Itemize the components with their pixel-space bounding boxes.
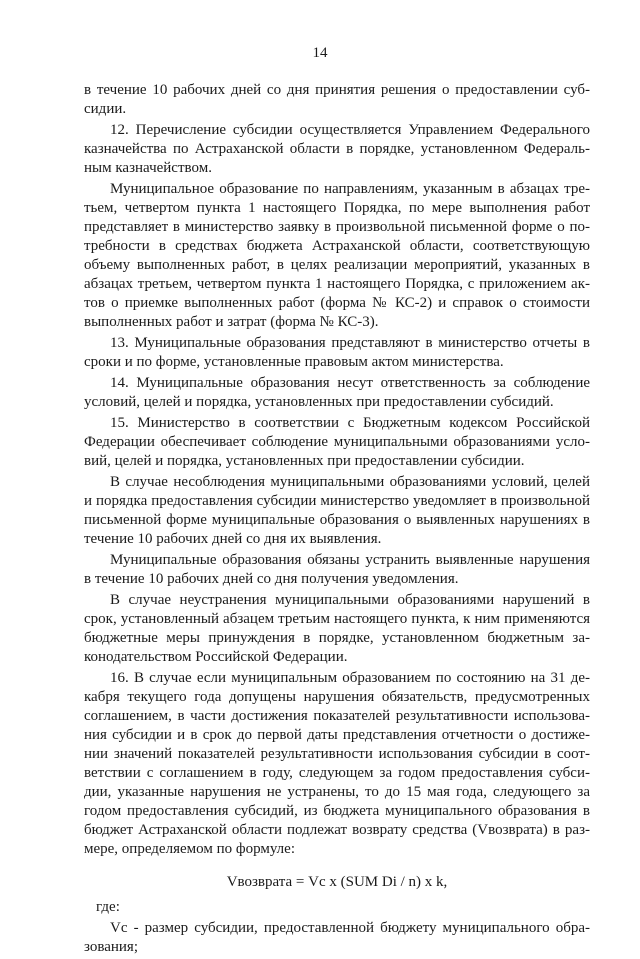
page-number: 14 <box>312 45 328 61</box>
paragraph-violation-notice: В случае несоблюдения муниципальными образованиями условий, целей и порядка предоставления субсидии министерство уведомляет в произвольной письменной форме муниципальные образования о выявленных нарушениях в течение 10 рабочих дней со дня их выявления. <box>84 474 590 547</box>
paragraph-obligation: Муниципальные образования обязаны устранить выявленные нарушения в течение 10 рабочих дней со дня получения уведомления. <box>84 552 590 587</box>
paragraph-14: 14. Муниципальные образования несут ответственность за соблюдение условий, целей и порядка, установленных при предоставлении субсидий. <box>84 375 590 410</box>
paragraph-enforcement: В случае неустранения муниципальными образованиями нарушений в срок, установленный абзацем третьим настоящего пункта, к ним применяются бюджетные меры принуждения в порядке, установленном бюджетным законодательством Российской Федерации. <box>84 592 590 665</box>
paragraph-continuation: в течение 10 рабочих дней со дня принятия решения о предоставлении субсидии. <box>84 82 590 117</box>
paragraph-15: 15. Министерство в соответствии с Бюджетным кодексом Российской Федерации обеспечивает соблюдение муниципальными образованиями условий, целей и порядка, установленных при предоставлении субсидии. <box>84 415 590 469</box>
paragraph-12: 12. Перечисление субсидии осуществляется Управлением Федерального казначейства по Астраханской области в порядке, установленном Федеральным казначейством. <box>84 122 590 176</box>
paragraph-application: Муниципальное образование по направлениям, указанным в абзацах третьем, четвертом пункта 1 настоящего Порядка, по мере выполнения работ представляет в министерство заявку в произвольной письменной форме о потребности в средствах бюджета Астраханской области, соответствующую объему выполненных работ, в целях реализации мероприятий, указанных в абзацах третьем, четвертом пункта 1 настоящего Порядка, с приложением актов о приемке выполненных работ (форма № КС-2) и справок о стоимости выполненных работ и затрат (форма № КС-3). <box>84 181 590 330</box>
paragraph-16: 16. В случае если муниципальным образованием по состоянию на 31 декабря текущего года допущены нарушения обязательств, предусмотренных соглашением, в части достижения показателей результативности использования субсидии и в срок до первой даты представления отчетности о достижении значений показателей результативности использования субсидии в соответствии с соглашением в году, следующем за годом предоставления субсидии, указанные нарушения не устранены, то до 15 мая года, следующего за годом предоставления субсидий, из бюджета муниципального образования в бюджет Астраханской области подлежат возврату средства (Vвозврата) в размере, определяемом по формуле: <box>84 670 590 857</box>
paragraph-13: 13. Муниципальные образования представляют в министерство отчеты в сроки и по форме, установленные правовым актом министерства. <box>84 335 590 370</box>
where-label: где: <box>96 899 120 915</box>
formula: Vвозврата = Vc x (SUM Di / n) x k, <box>226 874 448 890</box>
document-body <box>84 81 590 959</box>
definition-vc: Vc - размер субсидии, предоставленной бюджету муниципального образования; <box>84 920 590 955</box>
